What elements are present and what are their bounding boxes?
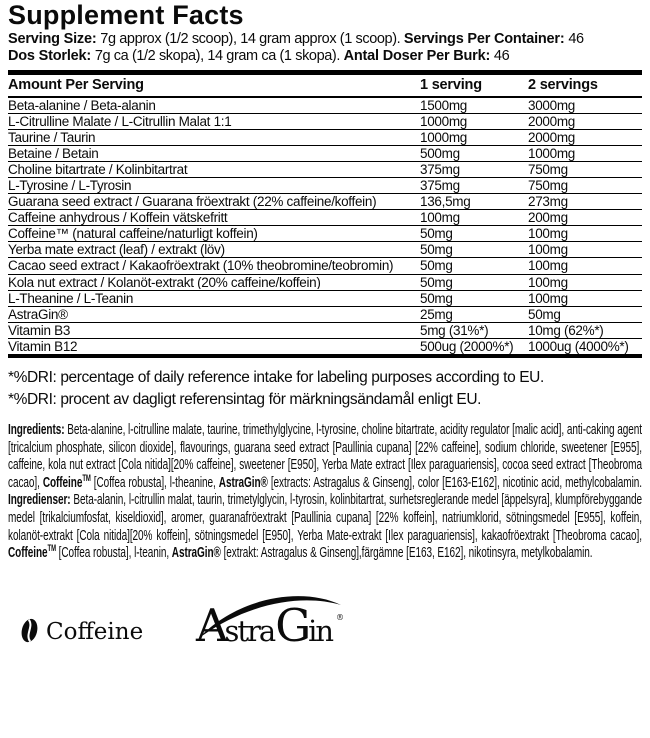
value-1-serving: 50mg — [420, 290, 453, 306]
ingredient-name: L-Tyrosine / L-Tyrosin — [8, 178, 132, 193]
bold-text-run: AstraGin® — [171, 544, 221, 562]
bold-text-run: Coffeine — [8, 544, 48, 562]
value-2-servings: 273mg — [528, 194, 568, 210]
text-run: 46 — [568, 31, 584, 47]
table-body — [8, 98, 642, 355]
value-2-servings: 750mg — [528, 177, 568, 193]
dri-footnote-sv: *%DRI: procent av dagligt referensintag för märkningsändamål enligt EU. — [8, 390, 482, 408]
ingredient-name: L-Citrulline Malate / L-Citrullin Malat 1:1 — [8, 114, 232, 129]
text-run: Beta-alanine, l-citrulline malate, taurine, trimethylglycine, l-tyrosine, choline bitartrate, acidity regulator [malic acid], anti-caking agent [tricalcium phosphate, silicon dioxide], flavourings, guarana seed extract [Paullinia cupana] [22% caffeine], sodium chloride, sweetener [E955], caffeine, kola nut extract [Cola nitida][20% caffeine], sweetener [E950], Yerba Mate extract [Ilex paraguariensis], cocoa seed extract [Theobroma cacao], — [8, 421, 642, 491]
ingredient-name: Beta-alanine / Beta-alanin — [8, 98, 156, 113]
brand-logos — [20, 588, 642, 649]
serving-size-line-sv — [8, 48, 642, 65]
table-row — [8, 307, 642, 323]
table-header-row — [8, 75, 642, 98]
value-1-serving: 50mg — [420, 242, 453, 258]
table-row — [8, 339, 642, 354]
ingredient-name: AstraGin® — [8, 307, 68, 322]
astragin-registered-mark: ® — [336, 612, 345, 622]
value-1-serving: 50mg — [420, 226, 453, 242]
serving-size-line-en — [8, 31, 642, 48]
table-row — [8, 323, 642, 339]
bold-text-run: Ingredienser: — [8, 491, 74, 509]
ingredient-name: Coffeine™ (natural caffeine/naturligt koffein) — [8, 227, 258, 241]
ingredients-paragraph — [8, 421, 642, 562]
value-2-servings: 50mg — [528, 306, 561, 322]
value-2-servings: 10mg (62%*) — [528, 322, 604, 338]
table-row — [8, 194, 642, 210]
value-1-serving: 136,5mg — [420, 194, 471, 210]
ingredient-name: Choline bitartrate / Kolinbitartrat — [8, 162, 188, 177]
table-row — [8, 130, 642, 146]
bold-text-run: Serving Size: — [8, 31, 101, 47]
value-2-servings: 100mg — [528, 274, 568, 290]
value-2-servings: 100mg — [528, 290, 568, 306]
value-2-servings: 2000mg — [528, 113, 575, 129]
ingredient-name: Vitamin B3 — [8, 323, 71, 338]
value-1-serving: 500ug (2000%*) — [420, 338, 514, 354]
value-1-serving: 5mg (31%*) — [420, 322, 489, 338]
value-1-serving: 100mg — [420, 210, 460, 226]
bold-text-run: Dos Storlek: — [8, 47, 95, 64]
table-row — [8, 258, 642, 274]
bold-text-run: TM — [47, 543, 56, 554]
value-2-servings: 1000ug (4000%*) — [528, 338, 629, 354]
table-row — [8, 114, 642, 130]
value-2-servings: 2000mg — [528, 129, 575, 145]
text-run: [Coffea robusta], l-theanine, — [90, 473, 219, 491]
ingredient-name: Kola nut extract / Kolanöt-extrakt (20% caffeine/koffein) — [8, 275, 321, 290]
bold-text-run: Ingredients: — [8, 421, 68, 438]
text-run: [extracts: Astragalus & Ginseng], color [E163-E162], nicotinic acid, methylcobalamin. — [267, 473, 642, 491]
column-header-1-serving: 1 serving — [420, 77, 482, 93]
column-header-amount-per-serving: Amount Per Serving — [8, 78, 144, 93]
ingredients-section — [8, 421, 642, 562]
ingredient-name: Guarana seed extract / Guarana fröextrakt (22% caffeine/koffein) — [8, 195, 377, 209]
ingredient-name: Betaine / Betain — [8, 146, 99, 161]
value-2-servings: 100mg — [528, 226, 568, 242]
table-row — [8, 210, 642, 226]
ingredient-name: Cacao seed extract / Kakaofröextrakt (10% theobromine/teobromin) — [8, 259, 394, 274]
value-1-serving: 50mg — [420, 274, 453, 290]
text-run: [Coffea robusta], l-teanin, — [55, 544, 172, 562]
astragin-logo — [195, 591, 347, 652]
svg-text:AstraGin: AstraGin — [196, 598, 333, 647]
ingredient-name: Yerba mate extract (leaf) / extrakt (löv) — [8, 243, 225, 257]
bold-text-run: Coffeine — [42, 473, 83, 491]
table-row — [8, 178, 642, 194]
value-2-servings: 750mg — [528, 161, 568, 177]
ingredient-name: L-Theanine / L-Teanin — [8, 291, 134, 306]
table-row — [8, 275, 642, 291]
dri-footnote-en: *%DRI: percentage of daily reference intake for labeling purposes according to EU. — [8, 369, 544, 386]
ingredient-name: Vitamin B12 — [8, 339, 78, 354]
bold-text-run: TM — [82, 472, 91, 483]
value-2-servings: 100mg — [528, 258, 568, 274]
dri-footnotes — [8, 367, 642, 410]
value-1-serving: 375mg — [420, 161, 460, 177]
text-run: 7g approx (1/2 scoop), 14 gram approx (1 scoop). — [100, 31, 404, 47]
ingredient-name: Taurine / Taurin — [8, 130, 96, 145]
coffee-bean-icon — [20, 617, 39, 649]
value-1-serving: 1000mg — [420, 129, 467, 145]
value-2-servings: 200mg — [528, 210, 568, 226]
text-run: 46 — [493, 47, 510, 64]
column-header-2-servings: 2 servings — [528, 77, 598, 93]
table-row — [8, 291, 642, 307]
text-run: Beta-alanin, l-citrullin malat, taurin, trimetylglycin, l-tyrosin, kolinbitartrat, surhetsreglerande medel [äppelsyra], klumpförebyggande medel [trikalciumfosfat, kiseldioxid], aromer, guaranafröextrakt [Paullinia cupana] [22% koffein], natriumklorid, sötningsmedel [E955], koffein, kolanöt-extrakt [Cola nitida][20% koffein], sötningsmedel [E950], Yerba Mate-extrakt [Ilex paraguariensis], kakaofröextrakt [Theobroma cacao], — [8, 491, 642, 544]
value-1-serving: 1000mg — [420, 113, 467, 129]
bold-text-run: Antal Doser Per Burk: — [343, 47, 494, 64]
value-2-servings: 1000mg — [528, 145, 575, 161]
value-2-servings: 3000mg — [528, 97, 575, 113]
value-1-serving: 375mg — [420, 177, 460, 193]
coffeine-logo-text: Coffeine — [46, 619, 144, 646]
table-row — [8, 146, 642, 162]
table-row — [8, 98, 642, 114]
text-run: [extrakt: Astragalus & Ginseng],färgämne [E163, E162], nikotinsyra, metylkobalamin. — [220, 544, 593, 562]
bold-text-run: 7g ca (1/2 skopa), 14 gram ca (1 skopa). — [94, 47, 344, 64]
coffeine-logo — [20, 617, 143, 649]
supplement-facts-table — [8, 70, 642, 358]
table-row — [8, 242, 642, 258]
page-title: Supplement Facts — [8, 0, 244, 30]
value-1-serving: 50mg — [420, 258, 453, 274]
value-2-servings: 100mg — [528, 242, 568, 258]
ingredient-name: Caffeine anhydrous / Koffein vätskefritt — [8, 211, 228, 225]
value-1-serving: 500mg — [420, 145, 460, 161]
value-1-serving: 25mg — [420, 306, 453, 322]
table-row — [8, 226, 642, 242]
bold-text-run: Servings Per Container: — [403, 31, 569, 47]
table-row — [8, 162, 642, 178]
value-1-serving: 1500mg — [420, 97, 467, 113]
bold-text-run: AstraGin® — [218, 473, 268, 491]
